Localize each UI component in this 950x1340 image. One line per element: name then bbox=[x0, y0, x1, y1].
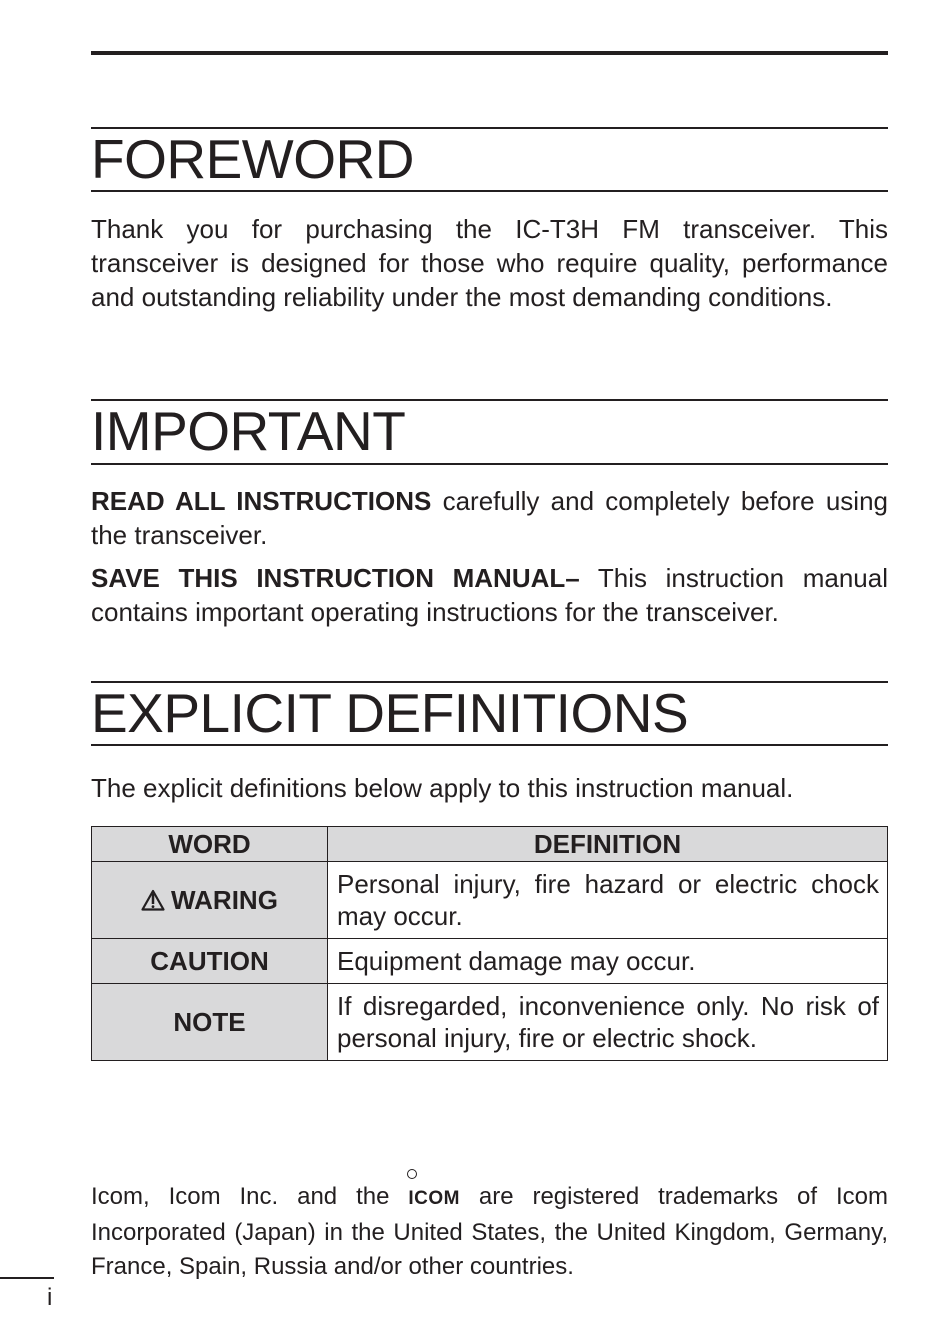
foreword-heading: FOREWORD bbox=[91, 128, 414, 190]
definitions-rule-bottom bbox=[91, 744, 888, 746]
word-cell-note: NOTE bbox=[92, 984, 328, 1061]
header-word: WORD bbox=[92, 827, 328, 862]
read-instructions-text: carefully and completely before using the transceiver. bbox=[91, 486, 888, 550]
icom-logo-text: COM bbox=[414, 1188, 460, 1209]
trademark-notice bbox=[91, 1178, 888, 1284]
read-instructions-paragraph bbox=[91, 484, 888, 552]
important-heading: IMPORTANT bbox=[91, 400, 406, 462]
read-instructions-bold: READ ALL INSTRUCTIONS bbox=[91, 486, 432, 516]
icom-logo bbox=[408, 1178, 460, 1216]
header-definition: DEFINITION bbox=[328, 827, 888, 862]
word-cell-warning bbox=[92, 862, 328, 939]
table-row bbox=[92, 984, 888, 1061]
definitions-intro: The explicit definitions below apply to this instruction manual. bbox=[91, 773, 794, 803]
save-manual-text: This instruction manual contains important operating instructions for the transceiver. bbox=[91, 563, 888, 627]
table-header-row bbox=[92, 827, 888, 862]
definitions-table bbox=[91, 826, 888, 1061]
definitions-heading: EXPLICIT DEFINITIONS bbox=[91, 682, 689, 744]
page-number: i bbox=[47, 1284, 53, 1311]
trademark-text-end: are registered trademarks of Icom Incorporated (Japan) in the United States, the United Kingdom, Germany, France, Spain, Russia and/or other countries. bbox=[91, 1183, 888, 1280]
definition-note: If disregarded, inconvenience only. No risk of personal injury, fire or electric shock. bbox=[328, 984, 888, 1061]
important-rule-bottom bbox=[91, 463, 888, 465]
warning-triangle-icon bbox=[141, 889, 165, 911]
foreword-rule-bottom bbox=[91, 190, 888, 192]
icom-logo-i: I bbox=[408, 1188, 415, 1209]
definition-warning: Personal injury, fire hazard or electric chock may occur. bbox=[328, 862, 888, 939]
trademark-text-start: Icom, Icom Inc. and the bbox=[91, 1183, 409, 1210]
definition-caution: Equipment damage may occur. bbox=[328, 939, 888, 984]
save-manual-bold: SAVE THIS INSTRUCTION MANUAL– bbox=[91, 563, 580, 593]
icom-logo-ring-icon bbox=[407, 1169, 417, 1179]
table-row bbox=[92, 939, 888, 984]
table-row bbox=[92, 862, 888, 939]
foreword-body: Thank you for purchasing the IC-T3H FM transceiver. This transceiver is designed for those who require quality, performance and outstanding reliability under the most demanding conditions. bbox=[91, 214, 888, 312]
top-rule bbox=[91, 51, 888, 55]
page-number-rule bbox=[0, 1277, 54, 1279]
word-warning-label: WARING bbox=[171, 884, 278, 915]
word-cell-caution: CAUTION bbox=[92, 939, 328, 984]
save-manual-paragraph bbox=[91, 561, 888, 629]
